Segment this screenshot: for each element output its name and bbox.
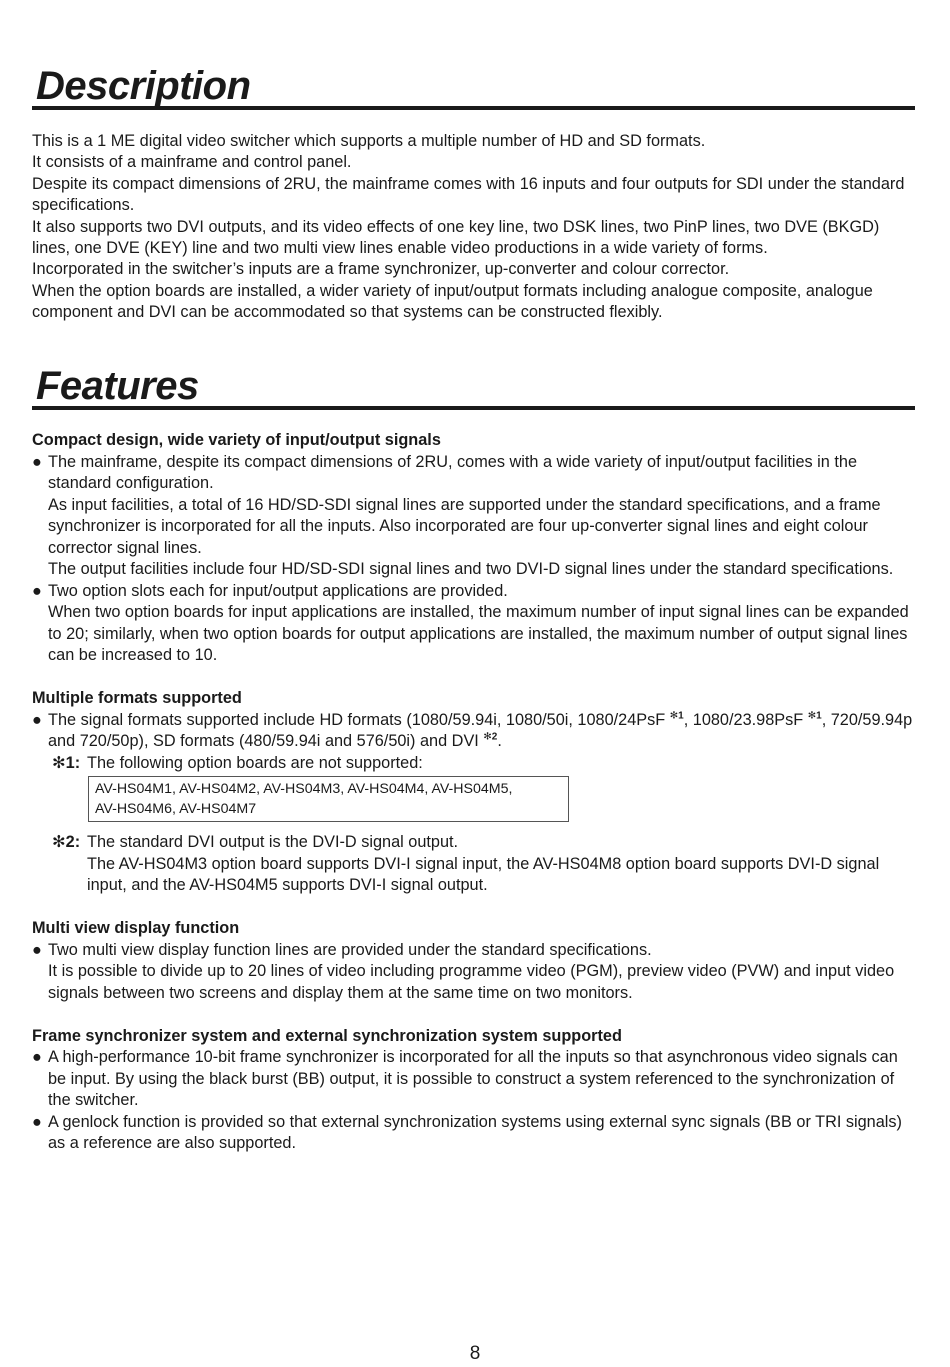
footnote-text: The AV-HS04M3 option board supports DVI-I signal input, the AV-HS04M8 option board supports DVI-D signal input, and the AV-HS04M5 supports DVI-I signal output. — [87, 854, 880, 894]
features-heading: Features — [32, 364, 915, 410]
description-paragraph: When the option boards are installed, a wider variety of input/output formats including analogue composite, analogue component and DVI can be accommodated so that systems can be constructed flexibly. — [32, 281, 873, 322]
footnote-ref-1: ✻1 — [669, 710, 684, 722]
bullet-icon: ● — [32, 710, 42, 729]
features-body — [32, 430, 917, 1155]
description-paragraph: It consists of a mainframe and control panel. — [32, 153, 352, 172]
footnote-mark: ✻2: — [52, 833, 81, 851]
bullet-text: Two option slots each for input/output applications are provided. — [48, 581, 508, 600]
bullet-text: It is possible to divide up to 20 lines of video including programme video (PGM), preview video (PVW) and input video signals between two screens and display them at the same time on two monitors. — [48, 962, 895, 1002]
bullet-icon: ● — [32, 1112, 42, 1131]
bullet-text: A high-performance 10-bit frame synchronizer is incorporated for all the inputs so that asynchronous video signals can be input. By using the black burst (BB) output, it is possible to construct a system referenced to the synchronization of the switcher. — [48, 1048, 898, 1109]
bullet-icon: ● — [32, 1048, 42, 1066]
bullet-item — [32, 581, 917, 667]
bullet-item — [32, 1047, 917, 1112]
description-paragraph: Incorporated in the switcher’s inputs are a frame synchronizer, up-converter and colour corrector. — [32, 260, 730, 279]
section-title-compact-design: Compact design, wide variety of input/output signals — [32, 431, 441, 449]
footnote-1 — [32, 753, 917, 775]
bullet-icon: ● — [32, 452, 42, 471]
bullet-icon: ● — [32, 940, 42, 959]
bullet-text: The output facilities include four HD/SD-SDI signal lines and two DVI-D signal lines under the standard specifications. — [48, 560, 894, 578]
unsupported-boards-box — [88, 776, 569, 822]
bullet-item — [32, 1112, 917, 1155]
bullet-item — [32, 452, 917, 581]
bullet-text: As input facilities, a total of 16 HD/SD-SDI signal lines are supported under the standard specifications, and a frame synchronizer is incorporated for all the inputs. Also incorporated are four up-converter signal lines and eight colour corrector signal lines. — [48, 495, 881, 557]
footnote-text: The standard DVI output is the DVI-D signal output. — [87, 833, 459, 851]
description-paragraph: Despite its compact dimensions of 2RU, the mainframe comes with 16 inputs and four outputs for SDI under the standard specifications. — [32, 174, 905, 215]
formats-text-d: . — [497, 732, 502, 750]
bullet-text: Two multi view display function lines are provided under the standard specifications. — [48, 940, 652, 959]
section-title-multiple-formats: Multiple formats supported — [32, 689, 242, 707]
description-heading: Description — [32, 64, 915, 110]
section-title-multi-view: Multi view display function — [32, 919, 240, 937]
formats-text-a: The signal formats supported include HD formats (1080/59.94i, 1080/50i, 1080/24PsF — [48, 710, 670, 729]
description-paragraph: It also supports two DVI outputs, and its video effects of one key line, two DSK lines, two PinP lines, two DVE (BKGD) lines, one DVE (KEY) line and two multi view lines enable video productions in a wide variety of forms. — [32, 217, 880, 258]
footnote-text: The following option boards are not supported: — [87, 753, 423, 772]
bullet-text: A genlock function is provided so that external synchronization systems using external sync signals (BB or TRI signals) as a reference are also supported. — [48, 1112, 902, 1152]
boards-line: AV-HS04M1, AV-HS04M2, AV-HS04M3, AV-HS04M4, AV-HS04M5, — [95, 781, 513, 797]
formats-text — [48, 710, 917, 753]
bullet-icon: ● — [32, 581, 42, 600]
formats-text-b: , 1080/23.98PsF — [683, 710, 808, 729]
bullet-text: The mainframe, despite its compact dimensions of 2RU, comes with a wide variety of input/output facilities in the standard configuration. — [48, 452, 858, 492]
footnote-mark: ✻1: — [52, 753, 81, 772]
footnote-ref-1: ✻1 — [807, 710, 822, 722]
bullet-item — [32, 710, 917, 753]
section-title-sync: Frame synchronizer system and external synchronization system supported — [32, 1026, 622, 1045]
footnote-2 — [32, 832, 917, 897]
formats-text-c: , 720/59.94p and 720/50p), SD formats (480/59.94i and 576/50i) and DVI — [48, 710, 913, 750]
description-paragraph: This is a 1 ME digital video switcher which supports a multiple number of HD and SD formats. — [32, 132, 706, 150]
boards-line: AV-HS04M6, AV-HS04M7 — [95, 801, 257, 817]
footnote-ref-2: ✻2 — [483, 731, 498, 743]
bullet-text: When two option boards for input applications are installed, the maximum number of input signal lines can be expanded to 20; similarly, when two option boards for output applications are installed, the maximum number of output signal lines can be increased to 10. — [48, 603, 909, 664]
bullet-item — [32, 940, 917, 1005]
description-body — [32, 131, 912, 324]
page-number: 8 — [469, 1343, 481, 1364]
